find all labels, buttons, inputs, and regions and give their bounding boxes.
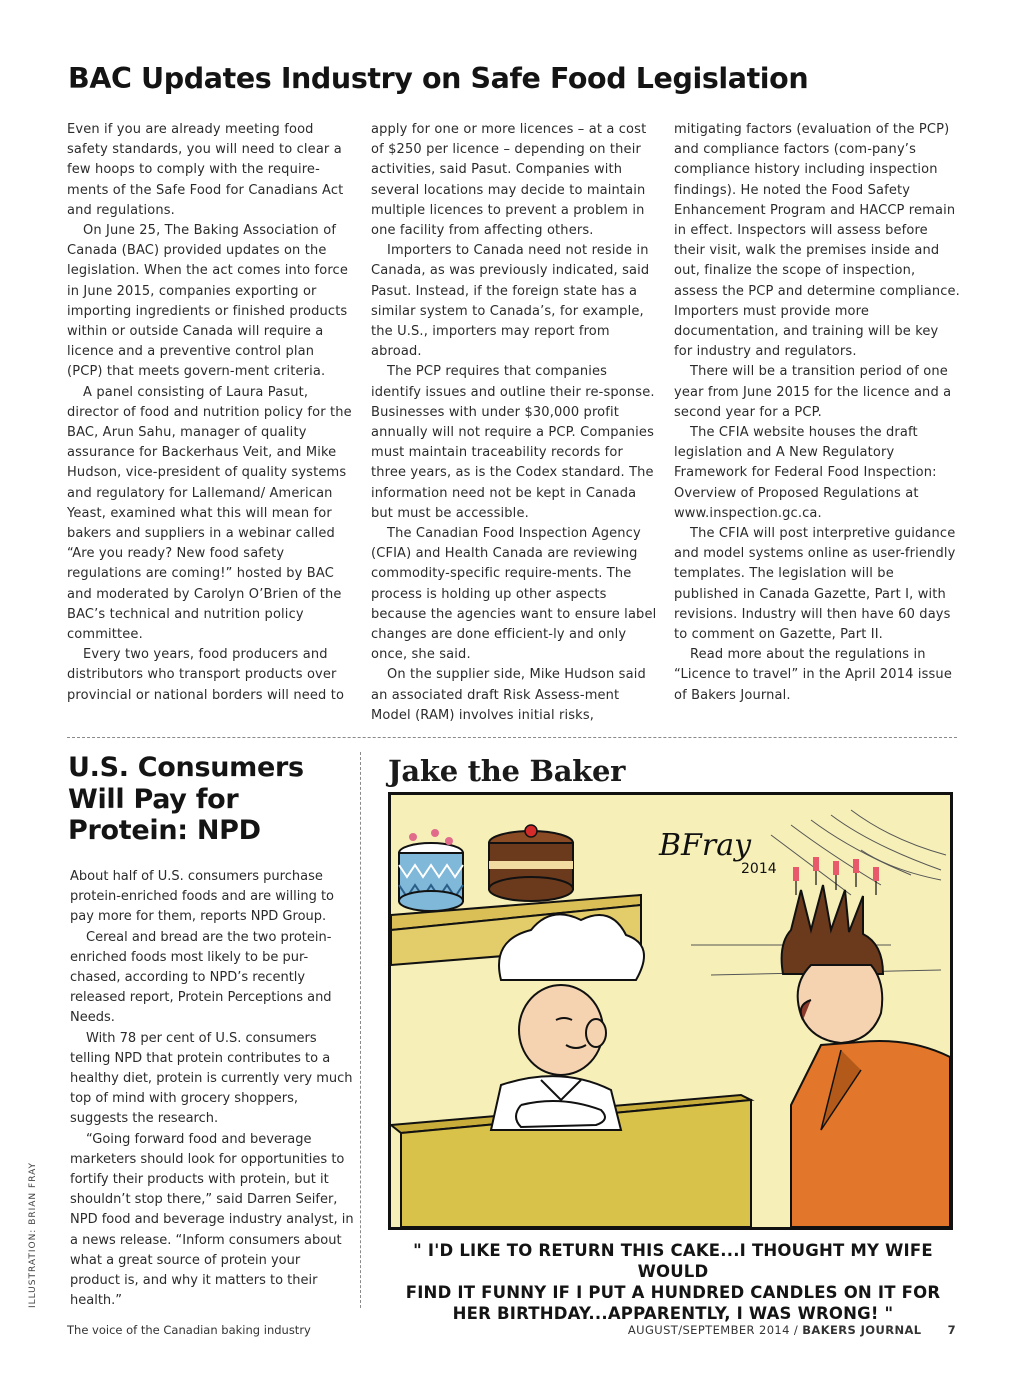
sidebar-paragraph: About half of U.S. consumers purchase protein-enriched foods and are willing to pay more for them, reports NPD Group. bbox=[70, 869, 335, 925]
article-paragraph: The PCP requires that companies identify issues and outline their re-sponse. Businesses with under $30,000 profit annually will not require a PCP. Companies must maintain traceability records for three years, as is the Codex standard. The information need not be kept in Canada but must be accessible. bbox=[371, 364, 655, 521]
article-paragraph: Importers to Canada need not reside in Canada, as was previously indicated, said Pasut. Instead, if the foreign state has a similar system to Canada’s, for example, the U.S., importers may report from abroad. bbox=[371, 243, 650, 360]
sidebar-paragraph: “Going forward food and beverage marketers should look for opportunities to fortify their products with protein, but it shouldn’t stop there,” said Darren Seifer, NPD food and beverage industry analyst, in a news release. “Inform consumers about what a great source of protein your product is, and why it matters to their health.” bbox=[70, 1131, 354, 1309]
footer-issue: AUGUST/SEPTEMBER 2014 / bbox=[627, 1323, 799, 1337]
article-column-2 bbox=[371, 120, 657, 726]
section-divider bbox=[67, 737, 957, 738]
article-paragraph: The CFIA will post interpretive guidance and model systems online as user-friendly templates. The legislation will be published in Canada Gazette, Part I, with revisions. Industry will then have 60 days to comment on Gazette, Part II. bbox=[674, 526, 956, 643]
article-column-1 bbox=[67, 120, 353, 706]
footer-journal-name: BAKERS JOURNAL bbox=[802, 1323, 922, 1337]
vertical-divider bbox=[360, 752, 361, 1308]
illustration-credit bbox=[28, 1160, 38, 1310]
article-paragraph: Every two years, food producers and distributors who transport products over provincial or national borders will need to bbox=[67, 647, 345, 703]
article-paragraph: apply for one or more licences – at a cost of $250 per licence – depending on their activities, said Pasut. Companies with several locations may decide to maintain multiple licences to prevent a problem in one facility from affecting others. bbox=[371, 122, 647, 239]
baker-figure bbox=[491, 914, 644, 1130]
comic-panel bbox=[388, 792, 953, 1230]
artist-signature-year: 2014 bbox=[741, 861, 777, 877]
article-paragraph: On the supplier side, Mike Hudson said an associated draft Risk Assess-ment Model (RAM) involves initial risks, bbox=[371, 667, 646, 723]
comic-caption-line: " I'D LIKE TO RETURN THIS CAKE...I THOUGHT MY WIFE WOULD bbox=[413, 1241, 933, 1281]
article-paragraph: The Canadian Food Inspection Agency (CFIA) and Health Canada are reviewing commodity-specific require-ments. The process is holding up other aspects because the agencies want to ensure label changes are done efficient-ly and only once, she said. bbox=[371, 526, 657, 663]
article-paragraph: There will be a transition period of one year from June 2015 for the licence and a second year for a PCP. bbox=[674, 364, 952, 420]
article-paragraph: Even if you are already meeting food safety standards, you will need to clear a few hoops to comply with the require-ments of the Safe Food for Canadians Act and regulations. bbox=[67, 122, 344, 218]
sidebar-paragraph: With 78 per cent of U.S. consumers telling NPD that protein contributes to a healthy diet, protein is currently very much top of mind with grocery shoppers, suggests the research. bbox=[70, 1030, 353, 1127]
illustration-credit-text: ILLUSTRATION: BRIAN FRAY bbox=[28, 1161, 38, 1309]
article-paragraph: mitigating factors (evaluation of the PCP) and compliance factors (com-pany’s compliance history including inspection findings). He noted the Food Safety Enhancement Program and HACCP remain in effect. Inspectors will assess before their visit, walk the premises inside and out, finalize the scope of inspection, assess the PCP and determine compliance. Importers must provide more documentation, and training will be key for industry and regulators. bbox=[674, 122, 960, 360]
article-paragraph: A panel consisting of Laura Pasut, director of food and nutrition policy for the BAC, Arun Sahu, manager of quality assurance for Backerhaus Veit, and Mike Hudson, vice-president of quality systems and regulatory for Lallemand/ American Yeast, examined what this will mean for bakers and suppliers in a webinar called “Are you ready? New food safety regulations are coming!” hosted by BAC and moderated by Carolyn O’Brien of the BAC’s technical and nutrition policy committee. bbox=[67, 384, 352, 643]
article-paragraph: On June 25, The Baking Association of Canada (BAC) provided updates on the legislation. When the act comes into force in June 2015, companies exporting or importing ingredients or finished products within or outside Canada will require a licence and a preventive control plan (PCP) that meets govern-ment criteria. bbox=[67, 223, 349, 380]
sidebar-article-body bbox=[70, 867, 354, 1311]
comic-illustration bbox=[391, 795, 950, 1227]
comic-title: Jake the Baker bbox=[388, 754, 626, 788]
comic-caption-line: FIND IT FUNNY IF I PUT A HUNDRED CANDLES ON IT FOR bbox=[405, 1283, 941, 1302]
article-headline: BAC Updates Industry on Safe Food Legislation bbox=[68, 62, 809, 95]
sidebar-paragraph: Cereal and bread are the two protein-enriched foods most likely to be pur-chased, according to NPD’s recently released report, Protein Perceptions and Needs. bbox=[70, 929, 332, 1026]
footer-tagline: The voice of the Canadian baking industry bbox=[67, 1323, 311, 1337]
sidebar-headline-line: U.S. Consumers bbox=[68, 752, 304, 783]
sidebar-headline bbox=[68, 752, 304, 847]
article-column-3 bbox=[674, 120, 960, 706]
blue-cake-icon bbox=[399, 829, 463, 911]
sidebar-headline-line: Protein: NPD bbox=[68, 815, 261, 846]
footer-issue-info bbox=[628, 1323, 956, 1337]
comic-caption bbox=[388, 1240, 958, 1324]
chocolate-cake-icon bbox=[489, 825, 573, 901]
sidebar-headline-line: Will Pay for bbox=[68, 783, 239, 815]
article-paragraph: Read more about the regulations in “Licence to travel” in the April 2014 issue of Bakers Journal. bbox=[674, 647, 952, 703]
page-number: 7 bbox=[947, 1323, 956, 1337]
artist-signature: BFray bbox=[659, 828, 752, 863]
customer-figure bbox=[782, 857, 950, 1227]
article-paragraph: The CFIA website houses the draft legislation and A New Regulatory Framework for Federal Food Inspection: Overview of Proposed Regulations at www.inspection.gc.ca. bbox=[674, 425, 937, 521]
comic-caption-line: HER BIRTHDAY...APPARENTLY, I WAS WRONG! " bbox=[452, 1304, 894, 1323]
